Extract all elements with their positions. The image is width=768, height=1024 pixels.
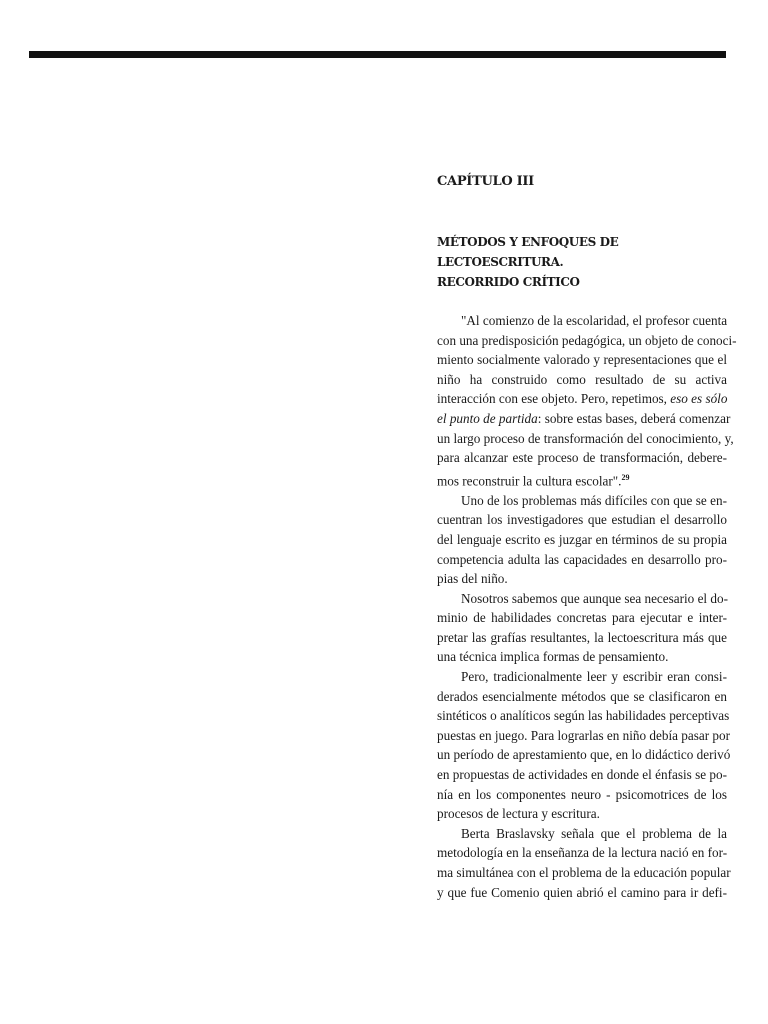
section-heading-line-1: MÉTODOS Y ENFOQUES DE LECTOESCRITURA. <box>437 235 619 269</box>
chapter-heading: CAPÍTULO III <box>437 174 534 189</box>
paragraph <box>437 667 731 824</box>
text-line: del lenguaje escrito es juzgar en términos de su propia <box>437 531 727 547</box>
text-segment: interacción con ese objeto. Pero, repetimos, <box>437 391 671 407</box>
text-line: y que fue Comenio quien abrió el camino para ir defi- <box>437 884 727 900</box>
text-line: minio de habilidades concretas para ejecutar e inter- <box>437 610 727 626</box>
text-line <box>437 409 731 429</box>
text-line: cuentran los investigadores que estudian el desarrollo <box>437 512 727 528</box>
paragraph <box>437 589 727 667</box>
paragraph <box>437 491 727 589</box>
emphasis-text: eso es sólo <box>670 391 728 407</box>
text-line: procesos de lectura y escritura. <box>437 806 600 822</box>
section-heading <box>437 232 727 292</box>
text-segment: mos reconstruir la cultura escolar". <box>437 473 622 489</box>
text-line <box>437 389 727 409</box>
text-line: en propuestas de actividades en donde el énfasis se po- <box>437 767 727 783</box>
text-line: un período de aprestamiento que, en lo didáctico derivó <box>437 747 731 763</box>
text-line: Uno de los problemas más difíciles con que se en- <box>461 492 727 508</box>
text-line: ma simultánea con el problema de la educación popular <box>437 865 731 881</box>
text-line: un largo proceso de transformación del conocimiento, y, <box>437 430 734 446</box>
text-line: nía en los componentes neuro - psicomotrices de los <box>437 786 727 802</box>
page-body <box>437 172 737 902</box>
text-line: para alcanzar este proceso de transformación, debere- <box>437 450 727 466</box>
text-line: Nosotros sabemos que aunque sea necesario el do- <box>461 590 728 606</box>
text-line: una técnica implica formas de pensamiento. <box>437 649 669 665</box>
text-line: "Al comienzo de la escolaridad, el profesor cuenta <box>461 313 728 328</box>
quote-paragraph <box>437 311 737 491</box>
footnote-marker: 29 <box>621 472 630 482</box>
text-line: metodología en la enseñanza de la lectura nació en for- <box>437 845 728 861</box>
text-line: niño ha construido como resultado de su activa <box>437 371 727 387</box>
text-line: Berta Braslavsky señala que el problema de la <box>461 825 727 841</box>
top-rule <box>29 51 726 58</box>
body-text <box>437 311 737 902</box>
paragraph <box>437 824 731 902</box>
text-line: puestas en juego. Para lograrlas en niño debía pasar por <box>437 727 730 743</box>
text-line: miento socialmente valorado y representaciones que el <box>437 352 727 368</box>
section-heading-line-2: RECORRIDO CRÍTICO <box>437 275 580 289</box>
text-line: pretar las grafías resultantes, la lectoescritura más que <box>437 629 727 645</box>
text-line: derados esencialmente métodos que se clasificaron en <box>437 688 727 704</box>
text-line: con una predisposición pedagógica, un objeto de conoci- <box>437 332 737 348</box>
text-line: pias del niño. <box>437 571 508 587</box>
text-line: sintéticos o analíticos según las habilidades perceptivas <box>437 708 730 724</box>
emphasis-text: el punto de partida <box>437 410 538 426</box>
text-line <box>437 468 727 491</box>
text-line: Pero, tradicionalmente leer y escribir eran consi- <box>461 669 727 685</box>
text-line: competencia adulta las capacidades en desarrollo pro- <box>437 551 727 567</box>
text-segment: : sobre estas bases, deberá comenzar <box>537 410 731 426</box>
